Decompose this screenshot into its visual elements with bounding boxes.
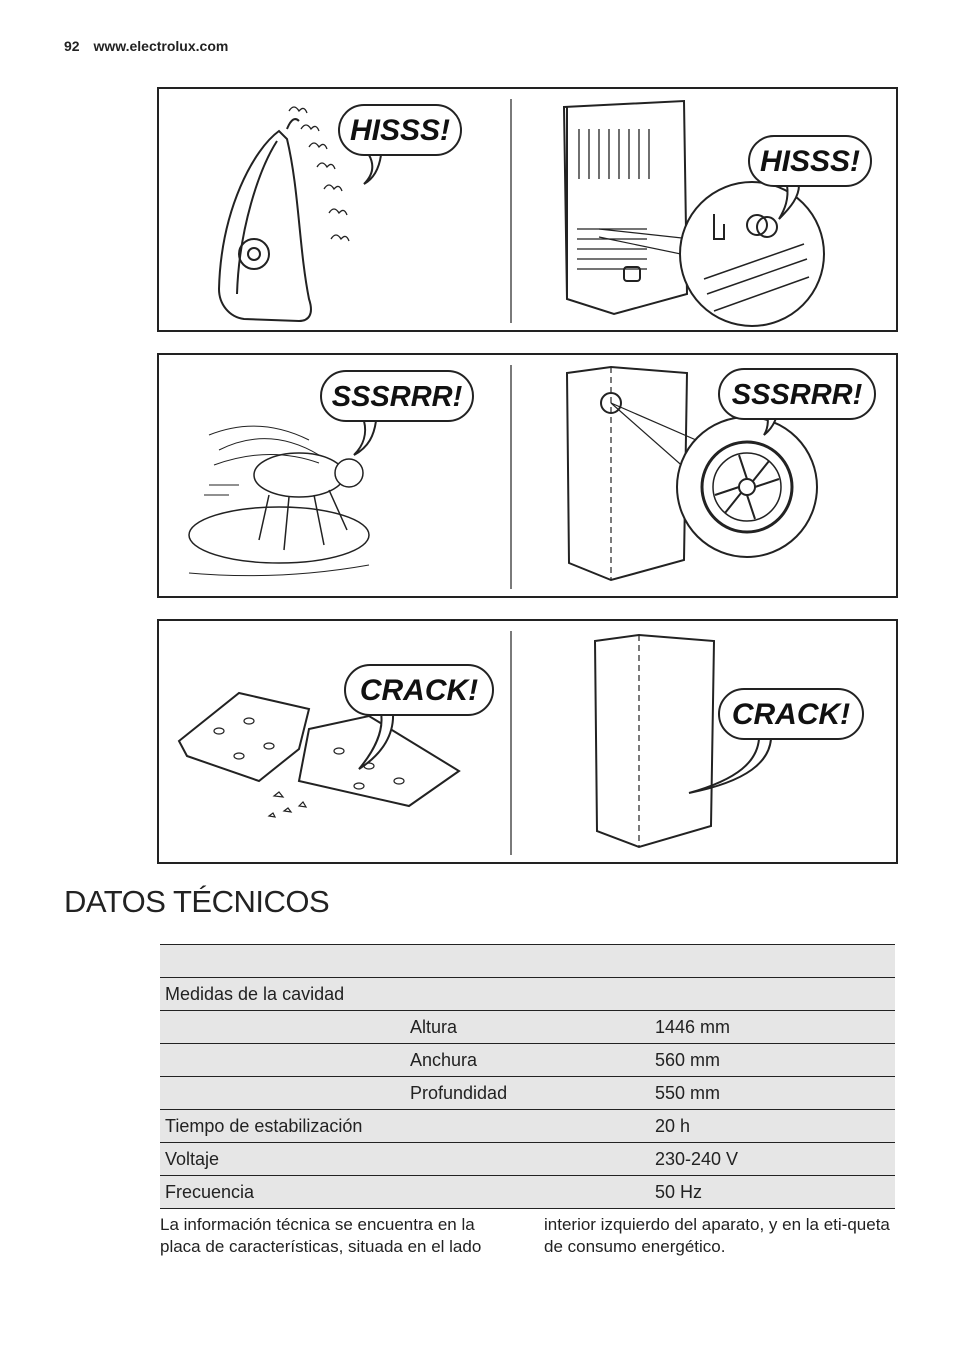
table-cell <box>160 945 405 978</box>
table-cell <box>405 945 650 978</box>
table-cell <box>160 1044 405 1077</box>
table-row <box>160 1044 895 1077</box>
table-cell: Frecuencia <box>160 1176 405 1209</box>
illustration-panel-hisss <box>157 87 898 332</box>
sssrrr-illustration <box>159 355 896 596</box>
page-number: 92 <box>64 38 80 54</box>
illustration-panel-sssrrr <box>157 353 898 598</box>
table-cell: Tiempo de estabilización <box>160 1110 405 1143</box>
website-url: www.electrolux.com <box>93 38 229 54</box>
table-row <box>160 1011 895 1044</box>
coil-detail-icon <box>680 182 824 326</box>
sound-label-left: HISSS! <box>349 114 451 147</box>
table-cell <box>405 1110 650 1143</box>
fridge-icon <box>595 635 714 847</box>
table-cell: 560 mm <box>650 1044 895 1077</box>
technical-note-left: La información técnica se encuentra en la placa de características, situada en el lado <box>160 1215 482 1256</box>
sound-label-right: CRACK! <box>731 698 851 731</box>
iron-icon <box>219 119 311 321</box>
fly-icon <box>189 426 369 576</box>
table-row <box>160 945 895 978</box>
hisss-illustration <box>159 89 896 330</box>
technical-note-right: interior izquierdo del aparato, y en la eti-queta de consumo energético. <box>544 1215 890 1256</box>
page-header <box>64 38 228 54</box>
table-cell <box>405 1176 650 1209</box>
table-cell <box>650 945 895 978</box>
table-row <box>160 978 895 1011</box>
speech-bubble <box>689 689 863 793</box>
table-cell: 1446 mm <box>650 1011 895 1044</box>
illustration-panel-crack <box>157 619 898 864</box>
table-cell <box>405 1143 650 1176</box>
table-cell: 550 mm <box>650 1077 895 1110</box>
table-cell: Profundidad <box>405 1077 650 1110</box>
fan-detail-icon <box>677 417 817 557</box>
table-cell <box>160 1011 405 1044</box>
table-cell <box>405 978 650 1011</box>
table-cell <box>650 978 895 1011</box>
section-title: DATOS TÉCNICOS <box>64 884 330 919</box>
sound-label-right: HISSS! <box>759 145 861 178</box>
speech-bubble <box>321 371 473 455</box>
table-row <box>160 1143 895 1176</box>
table-cell: Medidas de la cavidad <box>160 978 405 1011</box>
table-cell: Anchura <box>405 1044 650 1077</box>
speech-bubble <box>339 105 461 184</box>
table-cell: 230-240 V <box>650 1143 895 1176</box>
sound-label-left: CRACK! <box>359 674 479 707</box>
sound-label-right: SSSRRR! <box>731 379 863 411</box>
fridge-back-icon <box>564 101 687 314</box>
table-cell: 50 Hz <box>650 1176 895 1209</box>
table-cell: 20 h <box>650 1110 895 1143</box>
fridge-icon <box>567 367 687 580</box>
crack-illustration <box>159 621 896 862</box>
table-cell <box>160 1077 405 1110</box>
table-cell: Altura <box>405 1011 650 1044</box>
table-cell: Voltaje <box>160 1143 405 1176</box>
table-row <box>160 1176 895 1209</box>
technical-data-table <box>160 944 895 1209</box>
table-row <box>160 1077 895 1110</box>
table-row <box>160 1110 895 1143</box>
sound-label-left: SSSRRR! <box>331 381 463 413</box>
